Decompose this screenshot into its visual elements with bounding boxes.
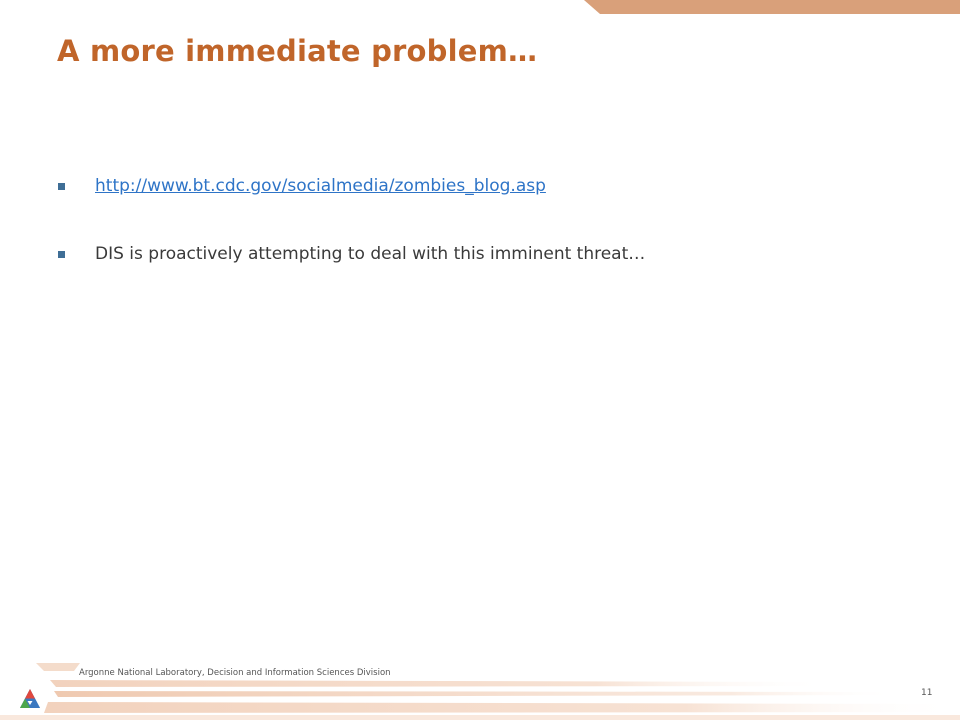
argonne-logo-icon — [19, 688, 41, 710]
footer-organization: Argonne National Laboratory, Decision and Information Sciences Division — [79, 668, 391, 678]
bullet-square-icon — [58, 183, 65, 190]
bullet-square-icon — [58, 251, 65, 258]
page-number: 11 — [921, 688, 933, 698]
bullet-text: DIS is proactively attempting to deal with this imminent threat… — [95, 244, 646, 264]
bullet-list — [58, 174, 918, 310]
bullet-item-link — [58, 174, 918, 204]
top-accent-bar — [0, 0, 960, 16]
zombies-blog-link[interactable]: http://www.bt.cdc.gov/socialmedia/zombies_blog.asp — [95, 176, 546, 196]
slide-title: A more immediate problem… — [57, 34, 538, 68]
bullet-item-statement — [58, 242, 918, 272]
